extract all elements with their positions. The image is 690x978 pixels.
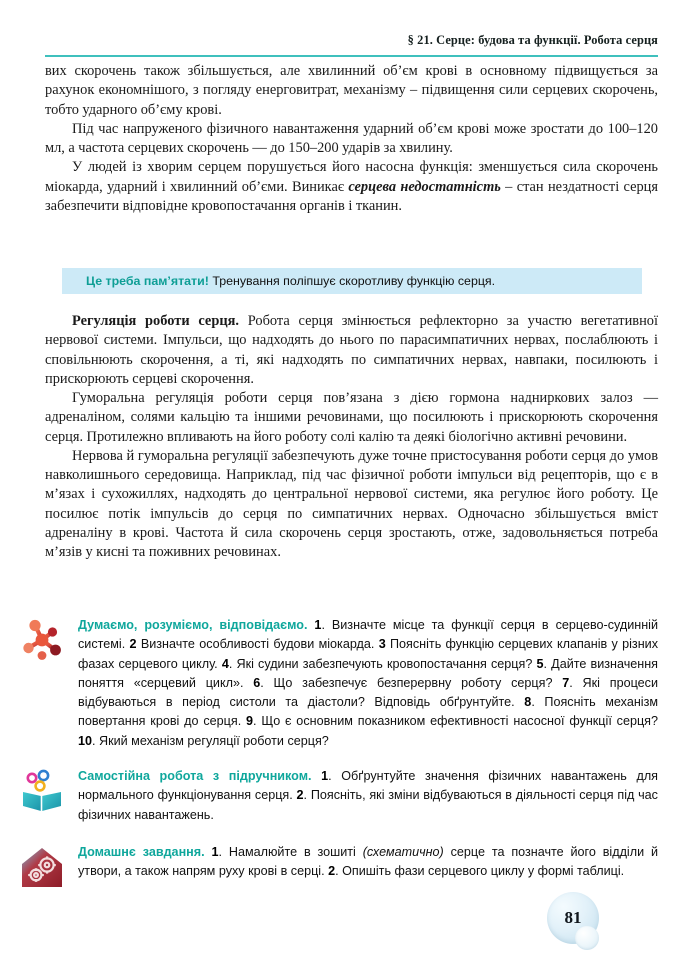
- task-block-think: [18, 616, 658, 751]
- task-item-text: Визначте особливості будови міокарда.: [136, 637, 379, 652]
- page-number-bubble: [547, 892, 605, 950]
- text-run: Робота серця змінюється рефлекторно за участю вегетативної нервової системи. Імпульси, що надходять до нього по парасимпатичних нервах, послаблюють і сповільнюють скорочення, а ті, які надходять по симпатичних нервах, навпаки, посилюють і прискорюють серцеві скорочення.: [45, 313, 658, 387]
- paragraph: [45, 447, 658, 563]
- task-item-number: 8: [524, 695, 532, 710]
- remember-callout-body: Тренування поліпшує скоротливу функцію серця.: [208, 273, 496, 288]
- running-head-title: § 21. Серце: будова та функції. Робота серця: [407, 33, 658, 47]
- task-item-text: Поясніть функцію серцевих клапанів у різних фазах серцевого циклу.: [78, 637, 658, 671]
- task-lead: Думаємо, розуміємо, відповідаємо.: [78, 618, 315, 632]
- task-text-home: [78, 843, 658, 882]
- remember-callout-text: [62, 274, 495, 289]
- task-text-selfwork: [78, 767, 658, 825]
- task-item-text: . Поясніть механізм повертання крові до серця.: [78, 695, 659, 729]
- body-text-column-lower: [45, 312, 658, 562]
- task-lead: Домашнє завдання.: [78, 845, 212, 859]
- task-item-number: 4: [221, 656, 229, 671]
- task-item-number: 3: [378, 637, 386, 652]
- task-item-number: 1: [314, 618, 322, 632]
- task-item-number: 2: [328, 864, 336, 879]
- task-item-text: . Який механізм регуляції роботи серця?: [92, 733, 329, 748]
- task-item-text: . Що забезпечує безперервну роботу серця?: [260, 675, 563, 690]
- task-item-number: 7: [562, 675, 570, 690]
- header-rule: [45, 55, 658, 57]
- paragraph: [45, 62, 658, 120]
- text-run: Нервова й гуморальна регуляції забезпечують дуже точне пристосування роботи серця до умов навколишнього середовища. Наприклад, під час фізичної роботи імпульси від рецепторів, що є в м’язах і сухожиллях, надходять до центральної нервової системи, яка регулює його роботу. Це посилює потік імпульсів до серця по симпатичних нервах. Одночасно збільшується вміст адреналіну в крові. Частота й сила скорочень серця зростають, отже, задовольняється потреба м’язів у кисні та поживних речовинах.: [45, 447, 658, 560]
- task-block-home: [18, 843, 658, 882]
- task-item-text: . Визначте місце та функції серця в серцево-судинній системі.: [78, 618, 658, 652]
- task-item-number: 6: [253, 675, 261, 690]
- task-item-text: . Опишіть фази серцевого циклу у формі таблиці.: [335, 864, 625, 879]
- task-item-number: 1: [321, 769, 329, 783]
- task-item-number: 10: [78, 733, 93, 748]
- text-run: Регуляція роботи серця.: [72, 313, 239, 329]
- task-block-selfwork: [18, 767, 658, 825]
- remember-callout-lead: Це треба пам’ятати!: [86, 273, 209, 288]
- molecule-icon: [18, 616, 66, 664]
- task-item-number: 1: [211, 845, 219, 859]
- text-run: серцева недостатність: [348, 178, 501, 195]
- task-item-number: 5: [536, 656, 544, 671]
- paragraph: [45, 158, 658, 216]
- task-item-emphasis: (схематично): [362, 845, 444, 859]
- task-item-number: 2: [129, 637, 137, 652]
- task-item-text: . Які процеси відбуваються в період систоли та діастоли? Відповідь обґрунтуйте.: [78, 675, 658, 710]
- task-item-text: . Дайте визначення поняття «серцевий цикл».: [78, 656, 658, 690]
- task-item-text: . Які судини забезпечують кровопостачання серця?: [228, 656, 537, 671]
- task-item-text: . Що є основним показником ефективності насосної функції серця?: [253, 714, 658, 729]
- task-item-text: . Поясніть, які зміни відбуваються в діяльності серця під час фізичних навантажень.: [78, 788, 658, 822]
- task-text-think: [78, 616, 658, 751]
- paragraph: [45, 389, 658, 447]
- task-item-text: серце та позначте його відділи й утвори, а також напрям руху крові в серці.: [78, 845, 659, 879]
- text-run: вих скорочень також збільшується, але хвилинний об’єм крові в основному підвищується за рахунок економнішого, з погляду енерговитрат, механізму – підвищення сили серцевих скорочень, тобто ударного об’єму крові.: [45, 63, 658, 118]
- body-text-column: [45, 62, 658, 216]
- text-run: У людей із хворим серцем порушується його насосна функція: зменшується сила скорочень міокарда, ударний і хвилинний об’єми. Виникає: [45, 159, 658, 195]
- task-item-text: . Обґрунтуйте значення фізичних навантажень для нормального функціонування серця.: [78, 769, 658, 803]
- book-with-gears-icon: [18, 767, 66, 815]
- text-run: Під час напруженого фізичного навантаження ударний об’єм крові може зростати до 100–120 мл, а частота серцевих скорочень — до 150–200 ударів за хвилину.: [45, 120, 658, 156]
- house-with-gears-icon: [18, 843, 66, 891]
- task-item-number: 2: [296, 788, 304, 803]
- page-number: 81: [564, 908, 582, 927]
- text-run: – стан нездатності серця забезпечити відповідне кровопостачання органів і тканин.: [45, 178, 658, 214]
- task-lead: Самостійна робота з підручником.: [78, 769, 322, 783]
- paragraph: [45, 312, 658, 389]
- task-item-number: 9: [246, 714, 254, 729]
- remember-callout: [62, 268, 642, 294]
- text-run: Гуморальна регуляція роботи серця пов’язана з дією гормона надниркових залоз — адреналіном, солями кальцію та іншими речовинами, що посилюють і прискорюють скорочення серця. Протилежно впливають на його роботу солі калію та деякі біологічно активні речовини.: [45, 390, 658, 445]
- paragraph: [45, 120, 658, 159]
- task-item-text: . Намалюйте в зошиті: [218, 845, 363, 859]
